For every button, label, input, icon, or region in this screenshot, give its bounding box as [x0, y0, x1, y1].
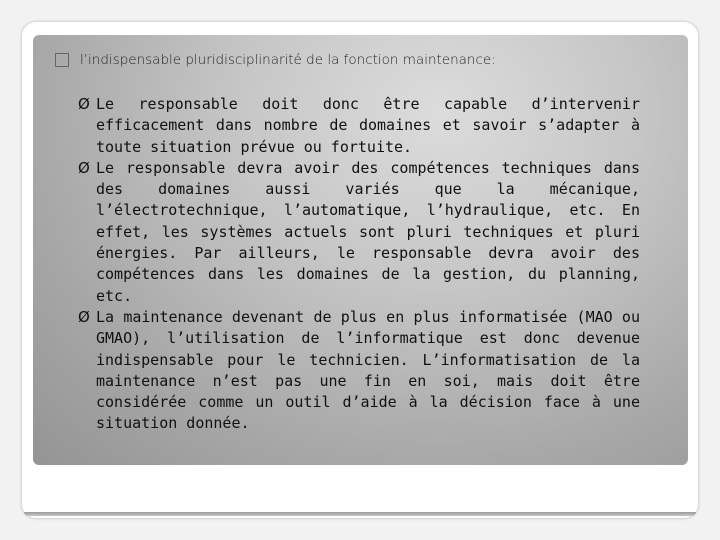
bullet-list [78, 94, 640, 435]
paragraph-text: Le responsable devra avoir des compétences techniques dans des domaines aussi variés que la mécanique, l’électrotechnique, l’automatique, l’hydraulique, etc. En effet, les systèmes actuels sont pluri techniques et pluri énergies. Par ailleurs, le responsable devra avoir des compétences dans les domaines de la gestion, du planning, etc. [96, 158, 640, 305]
paragraph-text: La maintenance devenant de plus en plus informatisée (MAO ou GMAO), l’utilisation de l’informatique est donc devenue indispensable pour le technicien. L’informatisation de la maintenance n’est pas une fin en soi, mais doit être considérée comme un outil d’aide à la décision face à une situation donnée. [96, 307, 640, 433]
arrow-bullet-icon: Ø [78, 158, 90, 177]
slide-heading: l’indispensable pluridisciplinarité de la fonction maintenance: [80, 52, 496, 68]
square-bullet-icon [55, 53, 69, 67]
paragraph-text: Le responsable doit donc être capable d’intervenir efficacement dans nombre de domaines et savoir s’adapter à toute situation prévue ou fortuite. [96, 95, 640, 156]
arrow-bullet-icon: Ø [78, 95, 90, 113]
list-item [78, 307, 640, 435]
arrow-bullet-icon: Ø [78, 307, 90, 326]
slide-bottom-border [24, 512, 696, 516]
list-item [78, 158, 640, 307]
list-item [78, 94, 640, 158]
heading-bullet-item [55, 52, 496, 68]
